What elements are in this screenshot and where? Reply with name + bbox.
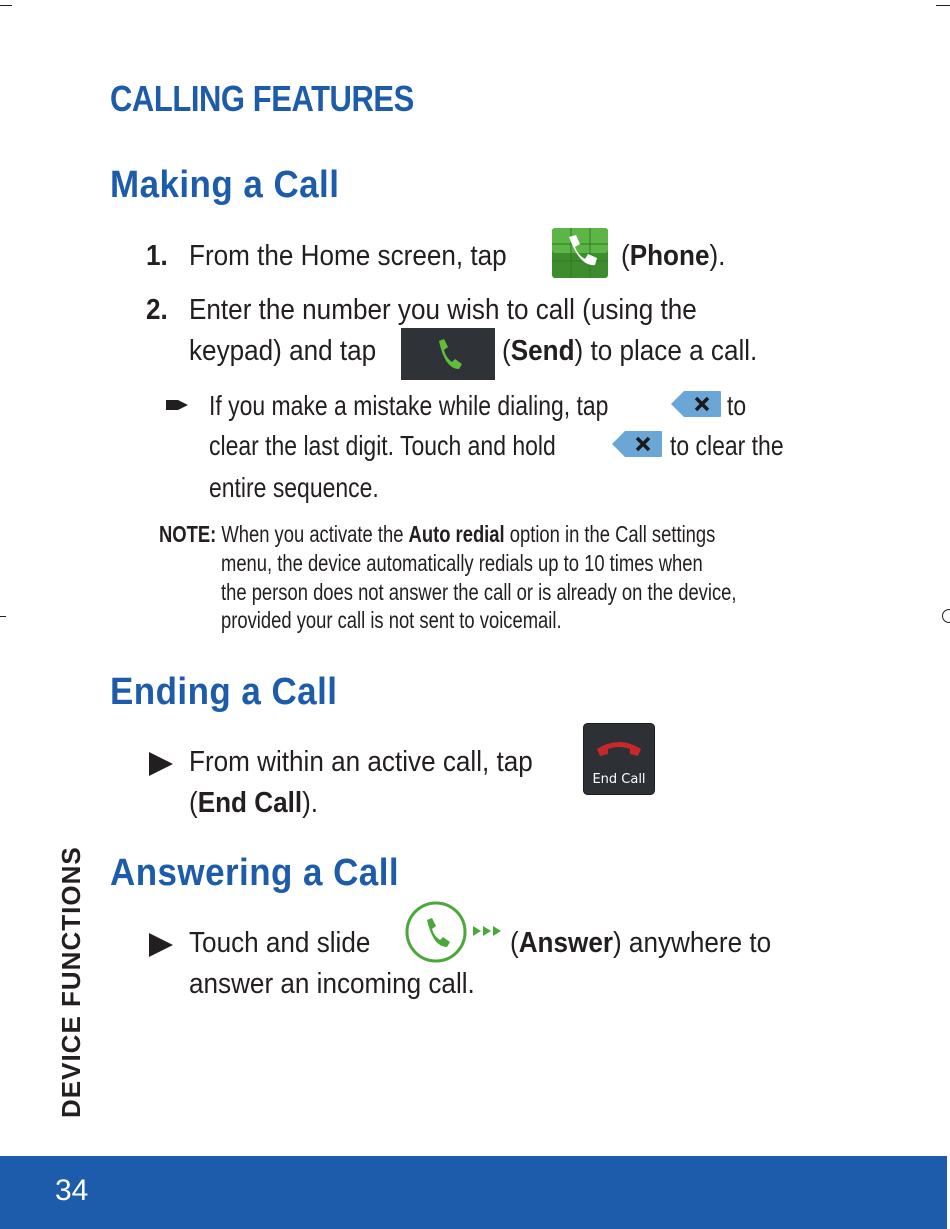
note-text-a: When you activate the: [221, 521, 404, 547]
answer-call-icon: [405, 900, 505, 964]
footer-bar: [0, 1156, 947, 1229]
note-line-3: the person does not answer the call or is already on the device,: [221, 579, 737, 605]
phone-app-icon: [551, 227, 609, 279]
send-label: Send: [510, 335, 575, 367]
answering-line-1-prefix: Touch and slide: [189, 927, 371, 959]
section-title-answering-a-call: Answering a Call: [110, 852, 400, 894]
end-call-icon-text: End Call: [592, 772, 646, 787]
note-label: NOTE:: [159, 521, 217, 547]
send-call-icon: [401, 328, 495, 380]
crop-mark-top-right: [936, 5, 950, 6]
step-1-suffix: (Phone).: [621, 240, 726, 272]
backspace-icon: [670, 390, 722, 418]
note-line-4: provided your call is not sent to voicemail.: [221, 607, 562, 633]
tip-line-1-suffix: to: [727, 390, 747, 421]
step-number-2: 2.: [146, 294, 168, 326]
step-number-1: 1.: [146, 240, 168, 272]
reg-mark-right: [942, 609, 950, 623]
note-text-b: option in the Call settings: [509, 521, 716, 547]
end-call-label: End Call: [197, 787, 303, 819]
ending-line-1: From within an active call, tap: [189, 746, 533, 778]
step-2-tail: ) to place a call.: [574, 335, 758, 367]
side-section-label: DEVICE FUNCTIONS: [56, 846, 86, 1118]
step-1-prefix: From the Home screen, tap: [189, 240, 507, 272]
answering-line-2: answer an incoming call.: [189, 968, 475, 1000]
crop-mark-top-left: [0, 5, 12, 6]
triangle-bullet-icon-2: [149, 933, 173, 957]
tip-line-1-prefix: If you make a mistake while dialing, tap: [209, 390, 609, 421]
ending-line-2: (End Call).: [189, 787, 319, 819]
step-2-line-2-suffix: (Send) to place a call.: [502, 335, 758, 367]
reg-mark-left: [0, 616, 6, 617]
end-call-icon: [583, 723, 655, 795]
page-number: 34: [55, 1174, 89, 1207]
answer-label: Answer: [518, 927, 613, 959]
section-title-ending-a-call: Ending a Call: [110, 671, 338, 713]
note-line-2: menu, the device automatically redials up to 10 times when: [221, 550, 703, 576]
step-1-text: [189, 240, 507, 273]
chapter-title: CALLING FEATURES: [110, 78, 414, 119]
tip-line-3: entire sequence.: [209, 472, 379, 503]
tip-line-2-suffix: to clear the: [670, 430, 784, 461]
tip-line-2-prefix: clear the last digit. Touch and hold: [209, 430, 556, 461]
step-2-line-1: Enter the number you wish to call (using the: [189, 294, 697, 326]
arrow-bullet-icon: [166, 398, 188, 412]
auto-redial-label: Auto redial: [408, 521, 505, 547]
answering-tail: ) anywhere to: [612, 927, 772, 959]
step-2-line-2-prefix: keypad) and tap: [189, 335, 377, 367]
backspace-icon-hold: [611, 430, 663, 458]
section-title-making-a-call: Making a Call: [110, 164, 340, 206]
triangle-bullet-icon: [149, 752, 173, 776]
phone-label: Phone: [629, 240, 710, 272]
answering-line-1-suffix: (Answer) anywhere to: [510, 927, 772, 959]
note-line-1: [159, 521, 715, 548]
